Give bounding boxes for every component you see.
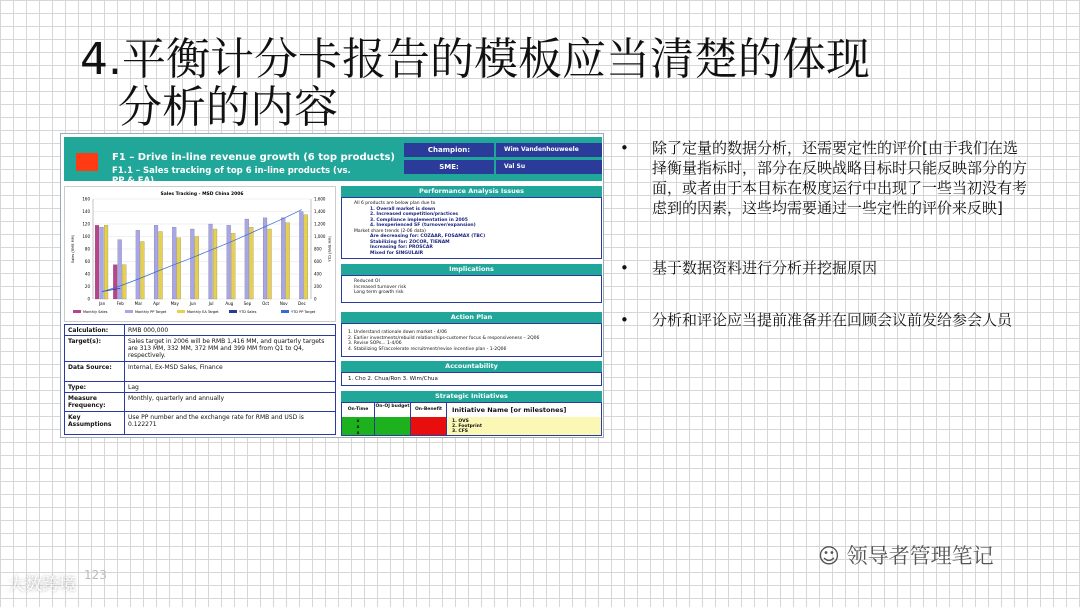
wechat-icon: ☺: [818, 544, 840, 568]
bar: [104, 225, 108, 299]
bar: [263, 218, 267, 299]
impl-item: Long term growth risk: [354, 290, 404, 295]
bullet-item: • 基于数据资料进行分析并挖掘原因: [620, 258, 1030, 278]
si-name: 3. CFS: [452, 429, 469, 434]
bar: [136, 230, 140, 299]
y-tick-label: 80: [84, 246, 90, 252]
bar: [177, 238, 181, 299]
si-heading: Strategic Initiatives: [341, 391, 602, 402]
legend-swatch: [177, 310, 185, 313]
measure-definition-table: [64, 324, 336, 435]
si-col-name: [447, 402, 602, 436]
legend-swatch: [281, 310, 289, 313]
action-heading: Action Plan: [341, 312, 602, 323]
si-name: 1. OVS: [452, 419, 469, 424]
bar: [118, 240, 122, 299]
si-name: 2. Footprint: [452, 424, 482, 429]
action-content: [341, 323, 602, 357]
x-tick-label: Dec: [298, 301, 306, 306]
legend-label: YTD PP Target: [291, 310, 316, 314]
bar: [213, 229, 217, 299]
bar: [140, 242, 144, 300]
def-key: Type:: [65, 382, 125, 392]
strategic-initiatives-panel: [341, 391, 602, 436]
page-number: 123: [84, 568, 107, 582]
x-tick-label: Jun: [189, 301, 197, 306]
legend-label: Monthly PP Target: [135, 310, 167, 314]
sme-value: Val Su: [496, 160, 602, 174]
def-key: Measure Frequency:: [65, 393, 125, 411]
y2-tick-label: 400: [314, 271, 322, 277]
y-tick-label: 60: [84, 259, 90, 264]
bar: [159, 232, 163, 300]
performance-analysis-panel: [341, 186, 602, 259]
impl-content: [341, 275, 602, 303]
si-col-benefit: [411, 402, 447, 436]
logo-watermark: 大数跨境: [8, 575, 76, 595]
impl-item: Reduced OI: [354, 279, 380, 284]
si-col-ontime: [341, 402, 375, 436]
pa-sub: 1. Overall market is down: [370, 206, 436, 212]
y2-tick-label: 200: [314, 284, 322, 289]
si-status-green: [375, 417, 410, 435]
action-item: 1. Understand rationale down market - 4/06: [348, 330, 447, 335]
pa-sub: 2. Increased competition/practices: [370, 212, 459, 217]
acc-heading: Accountability: [341, 361, 602, 372]
chart-svg: [65, 187, 335, 321]
def-value: Lag: [128, 384, 139, 391]
si-mark: x: [356, 431, 360, 436]
bar: [249, 227, 253, 299]
y2-tick-label: 1,000: [314, 234, 326, 239]
champion-value: Wim Vandenhouweele: [496, 143, 602, 157]
si-col-label: On-Benefit: [414, 407, 443, 412]
def-value: Sales target in 2006 will be RMB 1,416 MM, and quarterly targets are 313 MM, 332 MM, 372 MM and 399 MM from Q1 to Q4, respectively.: [128, 338, 325, 359]
y2-tick-label: 800: [314, 246, 322, 252]
legend-swatch: [229, 310, 237, 313]
y2-tick-label: 1,200: [314, 221, 326, 227]
def-key: Data Source:: [65, 362, 125, 381]
slide-title: [80, 36, 1000, 132]
y2-tick-label: 0: [314, 296, 317, 302]
si-col-label: On-OJ budget: [375, 404, 410, 409]
y-tick-label: 40: [84, 271, 90, 277]
x-tick-label: May: [170, 301, 179, 306]
y-tick-label: 100: [82, 234, 90, 239]
status-square-icon: [76, 153, 98, 171]
si-mark: x: [356, 425, 360, 430]
bar: [227, 225, 231, 299]
acc-content: 1. Cho 2. Chua/Ron 3. Wim/Chua: [341, 372, 602, 386]
watermark-text: 领导者管理笔记: [846, 544, 994, 568]
def-key: Calculation:: [65, 325, 125, 335]
accountability-panel: [341, 361, 602, 386]
y-tick-label: 20: [84, 284, 90, 289]
bar: [304, 215, 308, 299]
title-line-1: 4.平衡计分卡报告的模板应当清楚的体现: [80, 34, 870, 85]
pa-sub: Increasing for: PROSCAR: [370, 245, 433, 250]
champion-label: Champion:: [404, 143, 494, 157]
y-tick-label: 0: [87, 296, 90, 302]
si-table: [341, 402, 602, 436]
bar: [154, 225, 158, 299]
champion-box: [404, 143, 602, 177]
bar: [281, 218, 285, 299]
x-tick-label: Nov: [279, 301, 288, 306]
objective-title: F1 – Drive in-line revenue growth (6 top products): [112, 152, 395, 163]
si-col-label: Initiative Name [or milestones]: [452, 406, 567, 414]
y2-tick-label: 1,400: [314, 209, 326, 214]
y2-axis-label: YTD (RMB MM): [328, 236, 332, 262]
x-tick-label: Jan: [98, 301, 106, 306]
pa-line: All 6 products are below plan due to: [354, 201, 436, 206]
legend-swatch: [125, 310, 133, 313]
x-tick-label: Jul: [208, 301, 214, 306]
measure-title: F1.1 – Sales tracking of top 6 in-line products (vs. PP & EA): [112, 166, 351, 186]
wechat-watermark: [818, 540, 994, 570]
y-tick-label: 120: [82, 221, 90, 227]
chart-title: Sales Tracking - MSD China 2006: [160, 192, 244, 197]
pa-line: Market share trends (2-06 data): [354, 228, 426, 234]
y2-tick-label: 600: [314, 259, 322, 264]
action-item: 3. Revise SOPs... 1-4/06: [348, 341, 402, 346]
x-tick-label: Sep: [243, 301, 252, 306]
y-axis-label: Sales (RMB MM): [71, 234, 75, 264]
x-tick-label: Apr: [153, 301, 161, 306]
pa-sub: Stabilizing for: ZOCOR, TIENAM: [370, 239, 450, 245]
x-tick-label: Oct: [262, 301, 270, 306]
impl-heading: Implications: [341, 264, 602, 275]
def-value: Monthly, quarterly and annually: [128, 395, 225, 402]
scorecard-template-image: [60, 133, 604, 438]
bullet-list: [620, 138, 1030, 330]
y-tick-label: 140: [82, 209, 90, 214]
si-status-red: [411, 417, 446, 435]
x-tick-label: Feb: [116, 301, 124, 306]
action-plan-panel: [341, 312, 602, 357]
x-tick-label: Mar: [134, 301, 143, 306]
bar: [172, 227, 176, 299]
title-line-2: 分析的内容: [118, 82, 338, 133]
pa-sub: 3. Compliance implementation in 2005: [370, 217, 468, 223]
legend-swatch: [73, 310, 81, 313]
si-mark: x: [356, 419, 360, 424]
bar: [286, 223, 290, 299]
bar: [299, 212, 303, 300]
y2-tick-label: 1,600: [314, 196, 326, 202]
def-key: Target(s):: [65, 336, 125, 361]
bar: [113, 265, 117, 299]
y-tick-label: 160: [82, 196, 90, 202]
action-item: 4. Stabilizing SF/accelerate recruitment/revise incentive plan - 1-2Q06: [348, 346, 507, 352]
si-col-budget: [375, 402, 411, 436]
bar: [209, 224, 213, 299]
si-status-green: [342, 417, 374, 435]
pa-heading: Performance Analysis Issues: [341, 186, 602, 197]
bar: [245, 219, 249, 299]
pa-sub: Mixed for SINGULAIR: [370, 250, 424, 256]
sales-tracking-chart: [64, 186, 336, 322]
bullet-item: • 除了定量的数据分析，还需要定性的评价[由于我们在选择衡量指标时，部分在反映战略目标时只能反映部分的方面，或者由于本目标在极度运行中出现了一些当初没有考虑到的因素，这些均需要通过一些定性的评价来反映]: [620, 138, 1030, 218]
legend-label: Monthly EA Target: [187, 310, 219, 314]
legend-label: Monthly Sales: [83, 310, 108, 314]
bar: [122, 265, 126, 299]
pa-sub: 4. Inexperienced SF (turnover/expansion): [370, 223, 476, 228]
line-series: [102, 210, 302, 292]
pa-content: [341, 197, 602, 259]
pa-sub: Are decreasing for: COZAAR, FOSAMAX (TBC): [370, 234, 486, 239]
si-col-label: On-Time: [347, 407, 369, 412]
bar: [231, 233, 235, 299]
def-value: Use PP number and the exchange rate for RMB and USD is 0.122271: [128, 414, 304, 428]
bar: [100, 227, 104, 299]
impl-item: Increased turnover risk: [354, 284, 407, 290]
action-item: 2. Earlier investments/rebuild relationships-customer focus & responsiveness – 2Q06: [348, 335, 540, 341]
x-tick-label: Aug: [225, 301, 234, 306]
legend-label: YTD Sales: [239, 310, 257, 314]
bullet-item: • 分析和评论应当提前准备并在回顾会议前发给参会人员: [620, 310, 1030, 330]
sme-label: SME:: [404, 160, 494, 174]
def-value: RMB 000,000: [128, 327, 169, 334]
scorecard-header: [64, 137, 602, 186]
def-key: Key Assumptions: [65, 412, 125, 434]
bar: [95, 225, 99, 299]
def-value: Internal, Ex-MSD Sales, Finance: [128, 364, 223, 371]
bar: [190, 229, 194, 299]
bar: [268, 229, 272, 299]
si-names: [447, 417, 601, 435]
implications-panel: [341, 264, 602, 303]
bar: [195, 237, 199, 300]
